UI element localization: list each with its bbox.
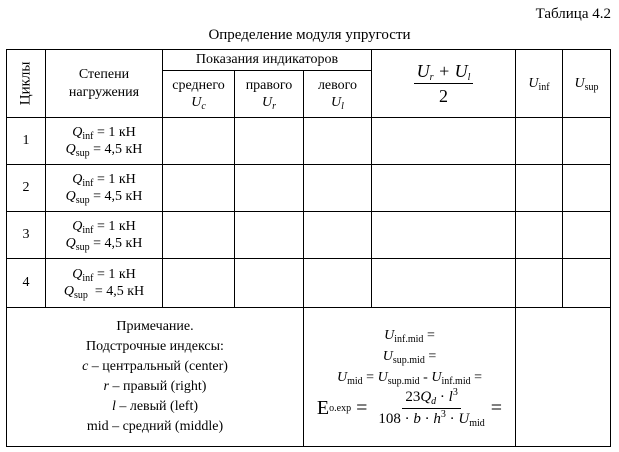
row-4-u-inf [515, 258, 563, 308]
row-4-ul [303, 258, 372, 308]
row-2-cycle: 2 [6, 164, 46, 212]
row-3-loads [45, 211, 163, 259]
formula-cell [303, 307, 516, 447]
header-load-degrees [45, 49, 163, 118]
header-load-degrees-line2: нагружения [68, 84, 140, 100]
row-1-cycle: 1 [6, 117, 46, 165]
header-left [303, 70, 372, 118]
header-cycles-label: Циклы [17, 61, 34, 106]
note-cell [6, 307, 304, 447]
header-indicators [162, 49, 372, 71]
row-4-q-sup: $Q_{sup} = 4,5$ кН [63, 284, 145, 301]
note-left: l – левый (left) [111, 399, 199, 414]
row-1-avg [371, 117, 516, 165]
header-u-sup: $U_{sup}$ [562, 49, 611, 118]
note-right: r – правый (right) [103, 379, 207, 394]
table-number: Таблица 4.2 [535, 6, 611, 22]
header-load-degrees-line1: Степени [78, 67, 130, 82]
empty-result-cell [515, 307, 611, 447]
average-formula: $\frac{U_r + U_l}{2}$ [414, 60, 474, 108]
row-3-ul [303, 211, 372, 259]
row-3-q-inf: $Q_{inf} = 1$ кН [72, 218, 136, 236]
row-2-ur [234, 164, 304, 212]
row-1-ur [234, 117, 304, 165]
row-3-cycle: 3 [6, 211, 46, 259]
header-right-label: правого [245, 77, 293, 93]
row-2-avg [371, 164, 516, 212]
table-title: Определение модуля упругости [208, 27, 411, 43]
row-1-u-inf [515, 117, 563, 165]
row-2-q-sup: $Q_{sup} = 4,5$ кН [65, 189, 143, 206]
formula-elastic-modulus: E o.exp = $\frac{23Q_d \cdot l^3}{108 \cdot b \cdot h^3 \cdot U_{mid}}$ = [316, 387, 503, 429]
row-2-uc [162, 164, 235, 212]
row-4-ur [234, 258, 304, 308]
header-ul: $U_l$ [331, 95, 344, 112]
row-3-ur [234, 211, 304, 259]
row-2-loads [45, 164, 163, 212]
row-1-q-sup: $Q_{sup} = 4,5$ кН [65, 142, 143, 159]
header-indicators-label: Показания индикаторов [195, 52, 339, 68]
row-3-u-sup [562, 211, 611, 259]
row-3-u-inf [515, 211, 563, 259]
note-middle: mid – средний (middle) [86, 419, 224, 434]
row-3-q-sup: $Q_{sup} = 4,5$ кН [65, 236, 143, 253]
row-1-uc [162, 117, 235, 165]
row-2-u-sup [562, 164, 611, 212]
row-4-uc [162, 258, 235, 308]
row-2-u-inf [515, 164, 563, 212]
header-cycles [6, 49, 46, 118]
row-1-u-sup [562, 117, 611, 165]
row-4-u-sup [562, 258, 611, 308]
row-4-q-inf: $Q_{inf} = 1$ кН [72, 266, 136, 284]
row-4-avg [371, 258, 516, 308]
header-right [234, 70, 304, 118]
header-average [371, 49, 516, 118]
elastic-modulus-fraction: $\frac{23Q_d \cdot l^3}{108 \cdot b \cdot h^3 \cdot U_{mid}}$ [378, 387, 485, 429]
elasticity-table [6, 49, 611, 447]
row-4-cycle: 4 [6, 258, 46, 308]
formula-u-sup-mid: $U_{sup.mid}$ = [382, 349, 437, 367]
header-u-inf: $U_{inf}$ [515, 49, 563, 118]
note-subtitle: Подстрочные индексы: [86, 339, 224, 354]
row-1-q-inf: $Q_{inf} = 1$ кН [72, 124, 136, 142]
header-ur: $U_r$ [261, 95, 277, 112]
header-middle-label: среднего [172, 77, 225, 93]
note-center: c – центральный (center) [82, 359, 228, 374]
note-title: Примечание. [116, 319, 194, 334]
formula-u-mid: $U_{mid} = U_{sup.mid} - U_{inf.mid}$ = [336, 370, 483, 388]
formula-u-inf-mid: $U_{inf.mid}$ = [384, 328, 435, 346]
header-uc: $U_c$ [191, 95, 206, 112]
row-3-avg [371, 211, 516, 259]
row-4-loads [45, 258, 163, 308]
row-3-uc [162, 211, 235, 259]
row-1-loads [45, 117, 163, 165]
header-left-label: левого [317, 77, 358, 93]
row-2-ul [303, 164, 372, 212]
header-middle [162, 70, 235, 118]
row-1-ul [303, 117, 372, 165]
row-2-q-inf: $Q_{inf} = 1$ кН [72, 171, 136, 189]
